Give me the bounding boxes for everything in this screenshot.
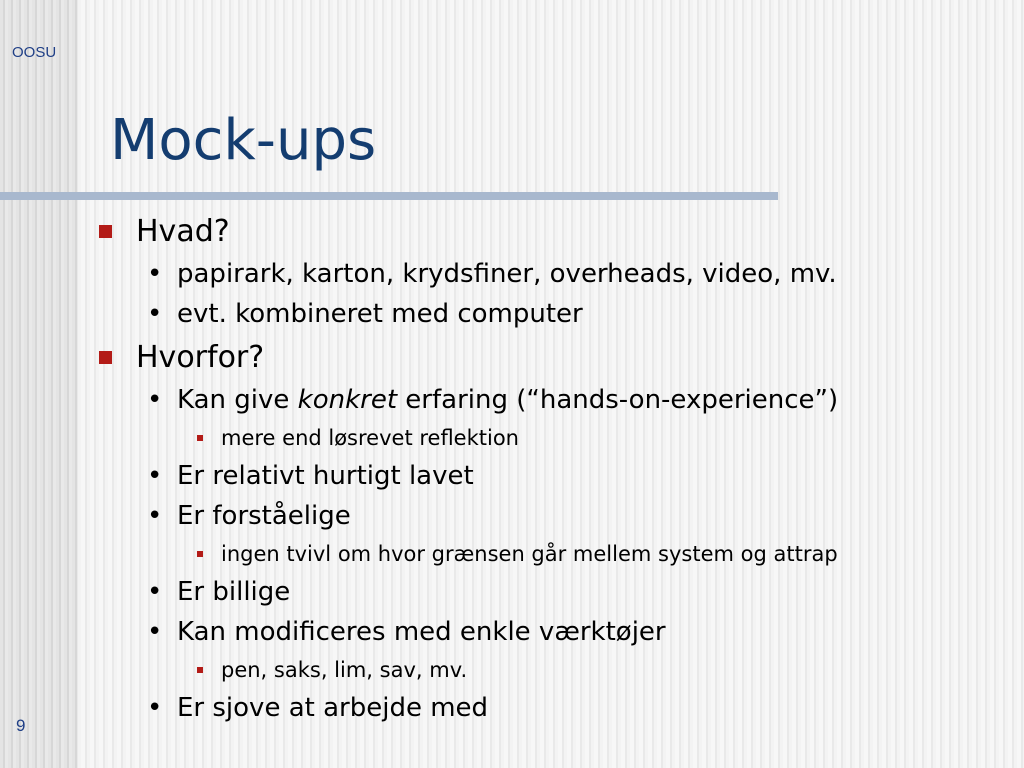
sub-bullet-text: Kan modificeres med enkle værktøjer [177, 617, 666, 647]
sub-bullet-sjove [96, 688, 1006, 728]
sub-sub-bullet-tools [96, 652, 1006, 688]
sub-bullet-modificeres [96, 612, 1006, 652]
sub-sub-bullet-text: pen, saks, lim, sav, mv. [221, 658, 468, 682]
sub-bullet-hurtigt [96, 456, 1006, 496]
sub-sub-bullet-text: mere end løsrevet reflektion [221, 426, 519, 450]
sub-bullet-text: Er billige [177, 577, 291, 607]
sub-bullet-text: papirark, karton, krydsfiner, overheads, video, mv. [177, 259, 837, 289]
dot-bullet-icon: • [147, 461, 163, 491]
sub-bullet-materials [96, 254, 1006, 294]
slide-title: Mock-ups [110, 108, 377, 173]
sub-bullet-konkret [96, 380, 1006, 420]
dot-bullet-icon: • [147, 693, 163, 723]
sub-bullet-text: Er relativt hurtigt lavet [177, 461, 474, 491]
bullet-text: Hvad? [136, 213, 230, 249]
dot-bullet-icon: • [147, 501, 163, 531]
sub-sub-bullet-text: ingen tvivl om hvor grænsen går mellem system og attrap [221, 542, 838, 566]
dot-bullet-icon: • [147, 299, 163, 329]
sub-bullet-text [177, 385, 838, 415]
text-before-italic: Kan give [177, 385, 298, 415]
bullet-list [96, 208, 1006, 728]
bullet-text: Hvorfor? [136, 339, 265, 375]
sub-sub-bullet-attrap [96, 536, 1006, 572]
dot-bullet-icon: • [147, 577, 163, 607]
page-number: 9 [16, 716, 26, 735]
dot-bullet-icon: • [147, 259, 163, 289]
left-band [0, 0, 78, 768]
dot-bullet-icon: • [147, 617, 163, 647]
dot-bullet-icon: • [147, 385, 163, 415]
sub-bullet-forstaaelige [96, 496, 1006, 536]
sub-bullet-text: Er sjove at arbejde med [177, 693, 489, 723]
course-label: OOSU [12, 44, 57, 61]
sub-bullet-billige [96, 572, 1006, 612]
small-square-bullet-icon [197, 435, 203, 441]
text-after-italic: erfaring (“hands-on-experience”) [397, 385, 839, 415]
sub-bullet-text: evt. kombineret med computer [177, 299, 583, 329]
bullet-hvorfor [96, 334, 1006, 380]
square-bullet-icon [99, 225, 112, 238]
title-divider [0, 192, 778, 200]
sub-sub-bullet-reflektion [96, 420, 1006, 456]
sub-bullet-computer [96, 294, 1006, 334]
small-square-bullet-icon [197, 551, 203, 557]
small-square-bullet-icon [197, 667, 203, 673]
italic-word: konkret [297, 385, 398, 415]
bullet-hvad [96, 208, 1006, 254]
square-bullet-icon [99, 351, 112, 364]
sub-bullet-text: Er forståelige [177, 501, 351, 531]
